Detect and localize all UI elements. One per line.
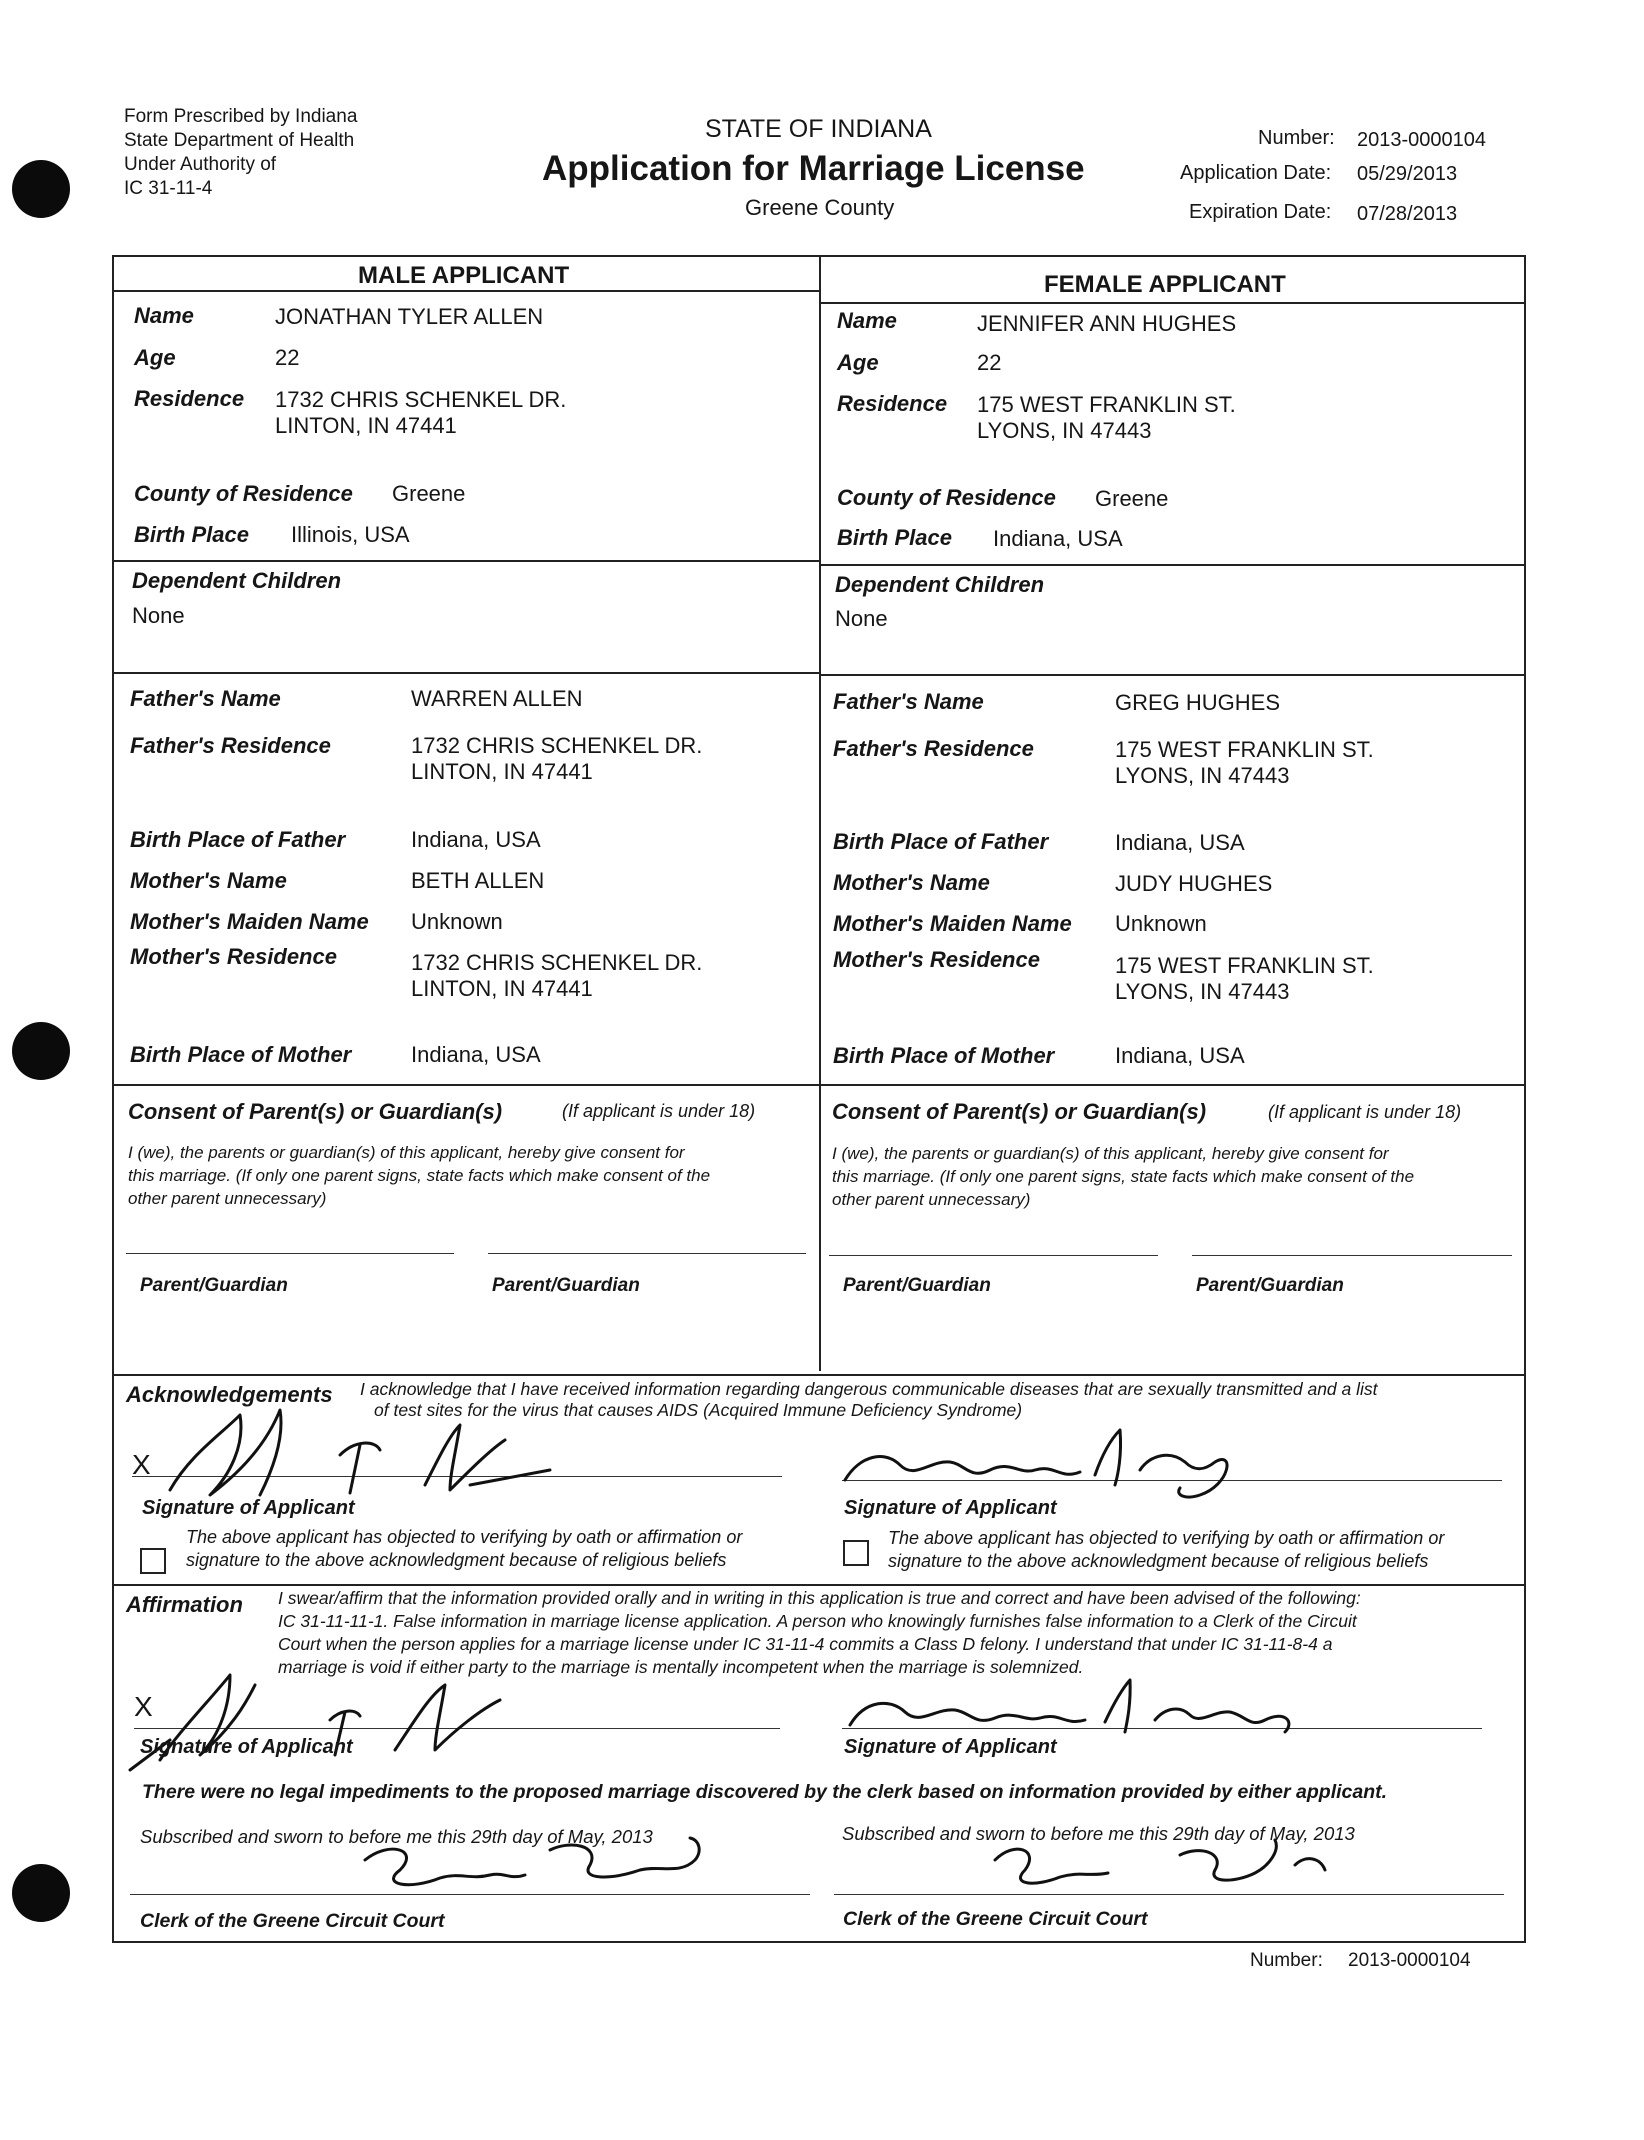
male-clerk-label: Clerk of the Greene Circuit Court	[140, 1910, 445, 1932]
male-guardian-line-1[interactable]	[126, 1253, 454, 1254]
female-mothers-maiden-name-label: Mother's Maiden Name	[833, 911, 1072, 936]
male-mothers-name-value: BETH ALLEN	[411, 868, 545, 893]
male-consent-text-2: this marriage. (If only one parent signs, state facts which make consent of the	[128, 1166, 711, 1185]
number-label: Number:	[1258, 127, 1335, 149]
female-clerk-label: Clerk of the Greene Circuit Court	[843, 1908, 1148, 1930]
male-applicant-heading: MALE APPLICANT	[358, 262, 570, 289]
prescribed-line-1: Form Prescribed by Indiana	[124, 106, 358, 127]
female-county-label: County of Residence	[837, 485, 1056, 510]
male-residence-line-2: LINTON, IN 47441	[275, 413, 457, 438]
male-birth-place-mother-label: Birth Place of Mother	[130, 1042, 352, 1067]
female-clerk-signature-line[interactable]	[834, 1894, 1504, 1895]
rule-affirmation	[114, 1584, 1526, 1586]
female-mothers-residence-label: Mother's Residence	[833, 947, 1040, 972]
female-mothers-name-value: JUDY HUGHES	[1115, 871, 1273, 896]
male-clerk-signature-line[interactable]	[130, 1894, 810, 1895]
male-fathers-name-value: WARREN ALLEN	[411, 686, 583, 711]
female-fathers-residence-line-2: LYONS, IN 47443	[1115, 763, 1290, 788]
affirmation-text-3: Court when the person applies for a marriage license under IC 31-11-4 commits a Class D felony. I understand that under IC 31-11-8-4 a	[278, 1634, 1333, 1654]
female-mothers-residence-line-1: 175 WEST FRANKLIN ST.	[1115, 953, 1374, 978]
female-residence-line-1: 175 WEST FRANKLIN ST.	[977, 392, 1236, 417]
male-sworn-statement: Subscribed and sworn to before me this 29th day of May, 2013	[140, 1826, 653, 1847]
male-objection-text-2: signature to the above acknowledgment because of religious beliefs	[186, 1550, 727, 1570]
male-consent-heading: Consent of Parent(s) or Guardian(s)	[128, 1099, 503, 1124]
affirmation-text-2: IC 31-11-11-1. False information in marriage license application. A person who knowingly furnishes false information to a Clerk of the Circuit	[278, 1611, 1357, 1631]
male-name-label: Name	[134, 303, 194, 328]
female-fathers-residence-label: Father's Residence	[833, 736, 1034, 761]
female-sworn-statement: Subscribed and sworn to before me this 29th day of May, 2013	[842, 1823, 1355, 1844]
female-clerk-signature	[980, 1825, 1340, 1900]
male-birth-place-label: Birth Place	[134, 522, 249, 547]
female-guardian-label-2: Parent/Guardian	[1196, 1275, 1344, 1296]
male-ack-x-mark: X	[132, 1449, 151, 1480]
affirmation-text-1: I swear/affirm that the information provided orally and in writing in this application is true and correct and have been advised of the following:	[278, 1588, 1361, 1608]
male-mothers-name-label: Mother's Name	[130, 868, 287, 893]
female-objection-text-1: The above applicant has objected to verifying by oath or affirmation or	[888, 1528, 1445, 1548]
male-age-value: 22	[275, 345, 300, 370]
female-objection-text-2: signature to the above acknowledgment because of religious beliefs	[888, 1551, 1429, 1571]
female-dependent-children-label: Dependent Children	[835, 572, 1045, 597]
male-county-value: Greene	[392, 481, 466, 506]
female-applicant-heading: FEMALE APPLICANT	[1044, 271, 1286, 298]
female-county-value: Greene	[1095, 486, 1169, 511]
heading-rule-right	[820, 302, 1526, 304]
rule-dependent-right	[820, 564, 1526, 566]
female-age-value: 22	[977, 350, 1002, 375]
female-residence-label: Residence	[837, 391, 948, 416]
affirmation-heading: Affirmation	[126, 1592, 243, 1617]
male-guardian-label-1: Parent/Guardian	[140, 1275, 288, 1296]
female-age-label: Age	[837, 350, 879, 375]
female-affirmation-signature-label: Signature of Applicant	[844, 1736, 1057, 1758]
county-name: Greene County	[745, 195, 895, 220]
female-ack-signature-label: Signature of Applicant	[844, 1497, 1057, 1519]
female-name-value: JENNIFER ANN HUGHES	[977, 311, 1237, 336]
male-consent-text-1: I (we), the parents or guardian(s) of this applicant, hereby give consent for	[128, 1143, 685, 1162]
footer-number-value: 2013-0000104	[1348, 1950, 1471, 1971]
rule-acknowledgement	[114, 1374, 1526, 1376]
male-dependent-children-value: None	[132, 603, 185, 628]
female-consent-text-3: other parent unnecessary)	[832, 1190, 1031, 1209]
female-residence-line-2: LYONS, IN 47443	[977, 418, 1152, 443]
male-fathers-residence-label: Father's Residence	[130, 733, 331, 758]
female-ack-signature	[840, 1400, 1240, 1510]
male-birth-place-father-value: Indiana, USA	[411, 827, 541, 852]
male-guardian-line-2[interactable]	[488, 1253, 806, 1254]
application-date-label: Application Date:	[1180, 162, 1332, 184]
male-fathers-name-label: Father's Name	[130, 686, 281, 711]
prescribed-line-4: IC 31-11-4	[124, 178, 213, 199]
female-name-label: Name	[837, 308, 897, 333]
male-residence-label: Residence	[134, 386, 245, 411]
prescribed-line-3: Under Authority of	[124, 154, 277, 175]
male-fathers-residence-line-1: 1732 CHRIS SCHENKEL DR.	[411, 733, 703, 758]
female-birth-place-mother-label: Birth Place of Mother	[833, 1043, 1055, 1068]
rule-consent	[114, 1084, 1526, 1086]
female-birth-place-value: Indiana, USA	[993, 526, 1123, 551]
acknowledgement-text-1: I acknowledge that I have received information regarding dangerous communicable diseases that are sexually transmitted and a list	[360, 1379, 1378, 1399]
male-name-value: JONATHAN TYLER ALLEN	[275, 304, 544, 329]
female-mothers-maiden-name-value: Unknown	[1115, 911, 1207, 936]
female-birth-place-mother-value: Indiana, USA	[1115, 1043, 1245, 1068]
female-dependent-children-value: None	[835, 606, 888, 631]
male-age-label: Age	[134, 345, 176, 370]
male-ack-signature	[150, 1395, 610, 1505]
male-consent-text-3: other parent unnecessary)	[128, 1189, 327, 1208]
male-affirmation-x-mark: X	[134, 1691, 153, 1722]
state-name: STATE OF INDIANA	[705, 115, 932, 143]
rule-parents-left	[114, 672, 820, 674]
column-divider	[819, 257, 821, 1371]
female-fathers-name-value: GREG HUGHES	[1115, 690, 1281, 715]
female-mothers-residence-line-2: LYONS, IN 47443	[1115, 979, 1290, 1004]
male-birth-place-father-label: Birth Place of Father	[130, 827, 346, 852]
acknowledgements-heading: Acknowledgements	[126, 1382, 333, 1407]
male-clerk-signature	[350, 1830, 710, 1900]
footer-number-label: Number:	[1250, 1950, 1323, 1971]
male-ack-signature-label: Signature of Applicant	[142, 1497, 355, 1519]
male-mothers-maiden-name-label: Mother's Maiden Name	[130, 909, 369, 934]
male-county-label: County of Residence	[134, 481, 353, 506]
female-guardian-line-1[interactable]	[829, 1255, 1158, 1256]
female-consent-text-1: I (we), the parents or guardian(s) of this applicant, hereby give consent for	[832, 1144, 1389, 1163]
male-mothers-residence-line-2: LINTON, IN 47441	[411, 976, 593, 1001]
male-mothers-maiden-name-value: Unknown	[411, 909, 503, 934]
rule-parents-right	[820, 674, 1526, 676]
prescribed-line-2: State Department of Health	[124, 130, 355, 151]
female-objection-checkbox[interactable]	[843, 1540, 869, 1566]
punch-hole	[12, 1022, 70, 1080]
female-guardian-label-1: Parent/Guardian	[843, 1275, 991, 1296]
impediments-statement: There were no legal impediments to the proposed marriage discovered by the clerk based on information provided by either applicant.	[142, 1781, 1388, 1803]
female-consent-text-2: this marriage. (If only one parent signs, state facts which make consent of the	[832, 1167, 1415, 1186]
punch-hole	[12, 1864, 70, 1922]
female-fathers-name-label: Father's Name	[833, 689, 984, 714]
page-title: Application for Marriage License	[542, 149, 1085, 188]
male-fathers-residence-line-2: LINTON, IN 47441	[411, 759, 593, 784]
male-affirmation-signature-label: Signature of Applicant	[140, 1736, 353, 1758]
acknowledgement-text-2: of test sites for the virus that causes AIDS (Acquired Immune Deficiency Syndrome)	[374, 1400, 1023, 1420]
male-consent-note: (If applicant is under 18)	[562, 1101, 756, 1121]
male-guardian-label-2: Parent/Guardian	[492, 1275, 640, 1296]
male-dependent-children-label: Dependent Children	[132, 568, 342, 593]
female-mothers-name-label: Mother's Name	[833, 870, 990, 895]
female-birth-place-label: Birth Place	[837, 525, 952, 550]
male-objection-text-1: The above applicant has objected to verifying by oath or affirmation or	[186, 1527, 743, 1547]
affirmation-text-4: marriage is void if either party to the marriage is mentally incompetent when the marriage is solemnized.	[278, 1657, 1084, 1677]
expiration-date-value: 07/28/2013	[1357, 203, 1458, 225]
female-birth-place-father-label: Birth Place of Father	[833, 829, 1049, 854]
male-birth-place-mother-value: Indiana, USA	[411, 1042, 541, 1067]
male-residence-line-1: 1732 CHRIS SCHENKEL DR.	[275, 387, 567, 412]
female-consent-heading: Consent of Parent(s) or Guardian(s)	[832, 1099, 1207, 1124]
rule-dependent-left	[114, 560, 820, 562]
punch-hole	[12, 160, 70, 218]
number-value: 2013-0000104	[1357, 129, 1487, 151]
male-birth-place-value: Illinois, USA	[291, 522, 410, 547]
application-date-value: 05/29/2013	[1357, 163, 1458, 185]
male-mothers-residence-label: Mother's Residence	[130, 944, 337, 969]
female-fathers-residence-line-1: 175 WEST FRANKLIN ST.	[1115, 737, 1374, 762]
female-birth-place-father-value: Indiana, USA	[1115, 830, 1245, 855]
male-mothers-residence-line-1: 1732 CHRIS SCHENKEL DR.	[411, 950, 703, 975]
male-objection-checkbox[interactable]	[140, 1548, 166, 1574]
female-consent-note: (If applicant is under 18)	[1268, 1102, 1462, 1122]
female-guardian-line-2[interactable]	[1192, 1255, 1512, 1256]
expiration-date-label: Expiration Date:	[1189, 201, 1332, 223]
